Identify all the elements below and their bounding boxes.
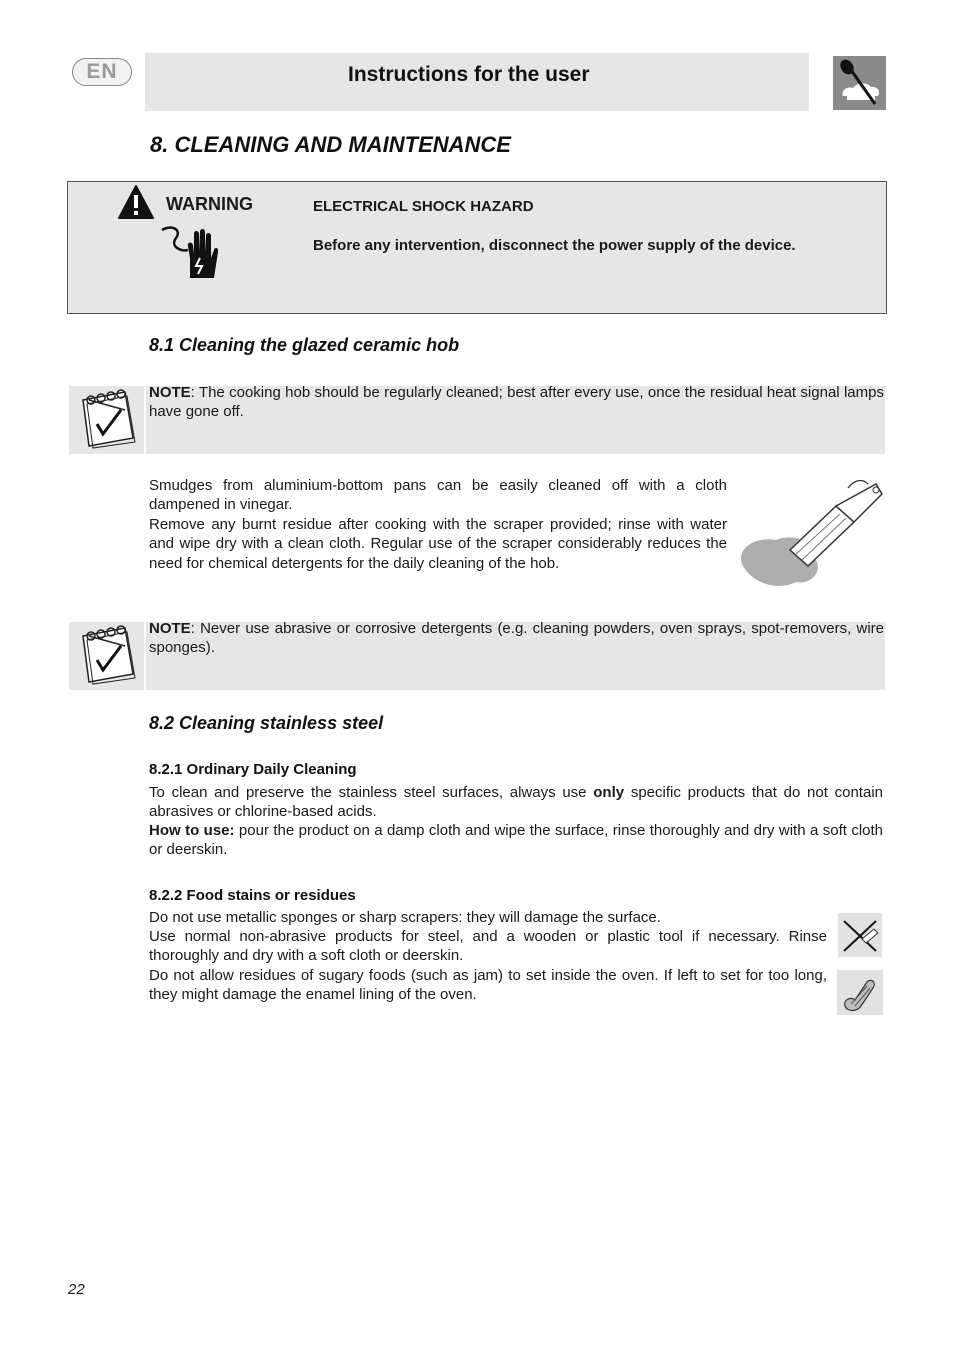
paragraph: Smudges from aluminium-bottom pans can be easily cleaned off with a cloth dampened in vinegar. — [149, 477, 727, 514]
paragraph: Use normal non-abrasive products for steel, and a wooden or plastic tool if necessary. Rinse thoroughly and dry with a soft cloth or deerskin. — [149, 928, 827, 965]
paragraph: Remove any burnt residue after cooking with the scraper provided; rinse with water and wipe dry with a clean cloth. Regular use of the scraper considerably reduces the need for chemical detergents for the daily cleaning of the hob. — [149, 516, 727, 572]
subsection-title-8-1: 8.1 Cleaning the glazed ceramic hob — [149, 335, 460, 355]
electric-hand-icon — [158, 224, 218, 285]
language-badge: EN — [72, 58, 132, 86]
note-icon-box — [69, 386, 144, 454]
notepad-icon — [69, 622, 144, 690]
warning-triangle-icon — [117, 184, 155, 225]
sponge-icon — [837, 970, 883, 1015]
paragraph: How to use: pour the product on a damp cloth and wipe the surface, rinse thoroughly and dry with a soft cloth or deerskin. — [149, 822, 884, 859]
warning-label: WARNING — [166, 194, 253, 214]
note-icon-box — [69, 622, 144, 690]
paragraph: To clean and preserve the stainless steel surfaces, always use only specific products that do not contain abrasives or chlorine-based acids. — [149, 784, 883, 821]
subsection-title-8-2: 8.2 Cleaning stainless steel — [149, 713, 384, 733]
note-text: NOTE: Never use abrasive or corrosive detergents (e.g. cleaning powders, oven sprays, spot-removers, wire sponges). — [149, 620, 884, 657]
no-scraper-icon — [838, 913, 882, 957]
subsection-title-8-2-2: 8.2.2 Food stains or residues — [149, 887, 356, 904]
header-title: Instructions for the user — [348, 63, 590, 86]
page-number: 22 — [68, 1281, 85, 1298]
warning-heading: ELECTRICAL SHOCK HAZARD — [313, 198, 534, 215]
subsection-title-8-2-1: 8.2.1 Ordinary Daily Cleaning — [149, 761, 357, 778]
scraper-illustration — [736, 476, 886, 601]
notepad-icon — [69, 386, 144, 454]
chef-spoon-icon — [833, 56, 886, 110]
warning-text: Before any intervention, disconnect the power supply of the device. — [313, 237, 796, 254]
paragraph: Do not use metallic sponges or sharp scrapers: they will damage the surface. — [149, 909, 661, 926]
note-text: NOTE: The cooking hob should be regularly cleaned; best after every use, once the residual heat signal lamps have gone off. — [149, 384, 884, 421]
section-title: 8. CLEANING AND MAINTENANCE — [150, 132, 511, 157]
paragraph: Do not allow residues of sugary foods (such as jam) to set inside the oven. If left to set for too long, they might damage the enamel lining of the oven. — [149, 967, 827, 1004]
